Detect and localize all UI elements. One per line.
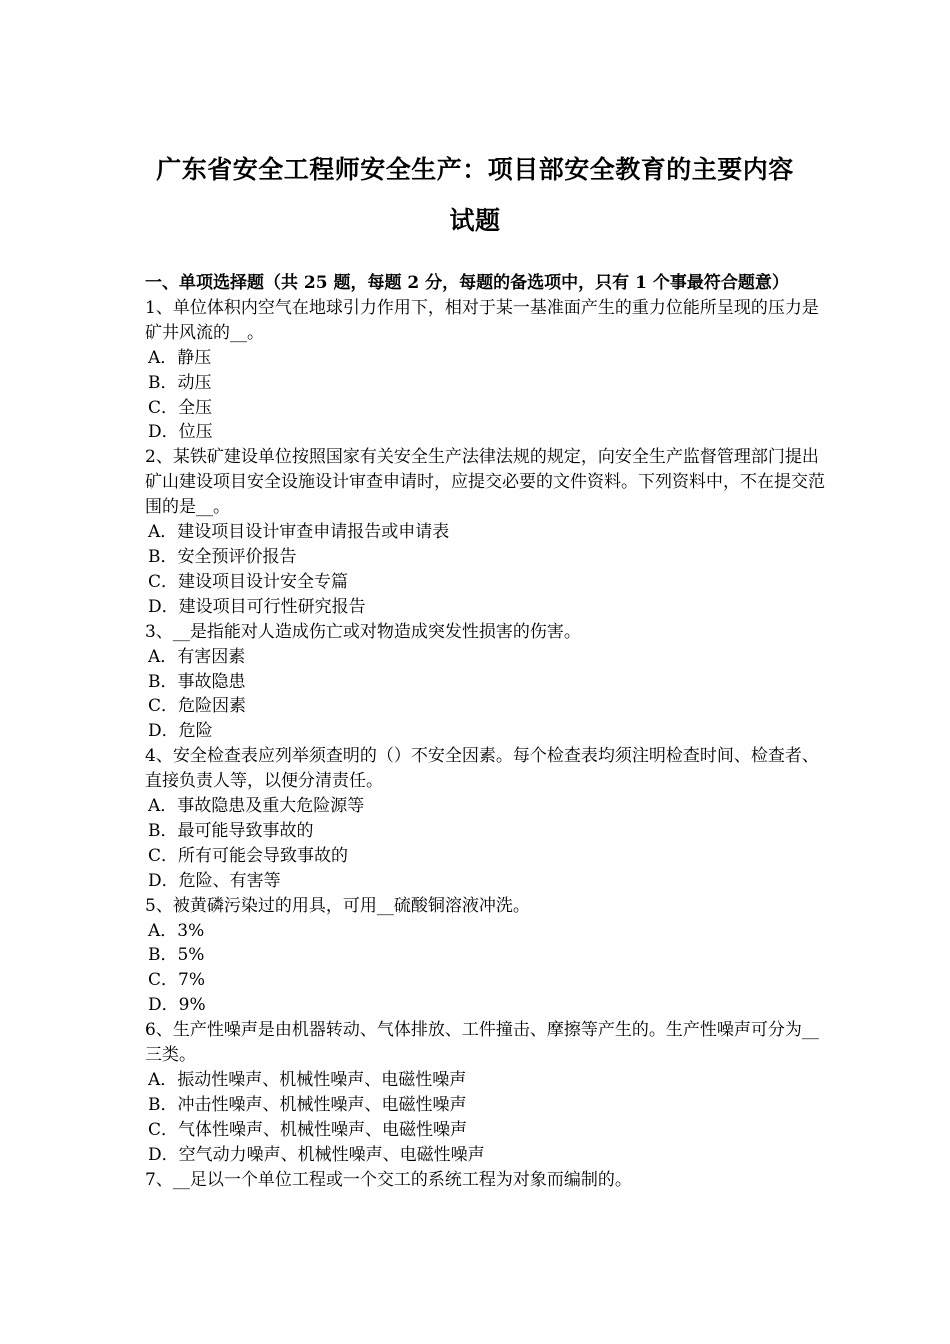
question-6 [145, 1018, 825, 1167]
answer-option-c: C．建设项目设计安全专篇 [148, 571, 349, 592]
answer-option-c: C．全压 [148, 397, 213, 418]
question-stem: 2、某铁矿建设单位按照国家有关安全生产法律法规的规定，向安全生产监督管理部门提出矿山建设项目安全设施设计审查申请时，应提交必要的文件资料。下列资料中，不在提交范围的是__。 [145, 447, 825, 518]
answer-option-d: D．危险 [148, 721, 213, 742]
answer-option-b: B．动压 [148, 372, 212, 393]
answer-option-a: A．静压 [148, 347, 212, 368]
answer-option-a: A．事故隐患及重大危险源等 [148, 796, 365, 817]
answer-option-c: C．气体性噪声、机械性噪声、电磁性噪声 [148, 1119, 468, 1140]
answer-option-b: B．最可能导致事故的 [148, 820, 314, 841]
answer-option-b: B．安全预评价报告 [148, 546, 297, 567]
document-title-line-2: 试题 [449, 206, 501, 235]
question-3 [145, 620, 825, 745]
answer-option-d: D．危险、有害等 [148, 870, 281, 891]
answer-option-c: C．所有可能会导致事故的 [148, 845, 349, 866]
section-heading: 一、单项选择题（共 25 题，每题 2 分，每题的备选项中，只有 1 个事最符合题意） [145, 273, 789, 293]
question-stem: 6、生产性噪声是由机器转动、气体排放、工件撞击、摩擦等产生的。生产性噪声可分为__三类。 [145, 1020, 819, 1066]
answer-option-d: D．位压 [148, 422, 213, 443]
question-4 [145, 744, 825, 893]
answer-option-a: A．3% [148, 920, 205, 941]
answer-option-c: C．7% [148, 970, 205, 991]
question-stem: 3、__是指能对人造成伤亡或对物造成突发性损害的伤害。 [145, 621, 581, 642]
document-title-line-1: 广东省安全工程师安全生产：项目部安全教育的主要内容 [156, 155, 794, 184]
answer-option-a: A．有害因素 [148, 646, 246, 667]
answer-option-d: D．空气动力噪声、机械性噪声、电磁性噪声 [148, 1144, 485, 1165]
answer-option-b: B．冲击性噪声、机械性噪声、电磁性噪声 [148, 1094, 467, 1115]
answer-option-a: A．振动性噪声、机械性噪声、电磁性噪声 [148, 1070, 467, 1090]
answer-option-b: B．5% [148, 945, 205, 966]
question-stem: 4、安全检查表应列举须查明的（）不安全因素。每个检查表均须注明检查时间、检查者、直接负责人等，以便分清责任。 [145, 746, 819, 792]
question-1 [145, 296, 825, 445]
answer-option-d: D．9% [148, 995, 206, 1016]
question-stem: 7、__足以一个单位工程或一个交工的系统工程为对象而编制的。 [145, 1169, 632, 1190]
question-2 [145, 445, 825, 619]
answer-option-d: D．建设项目可行性研究报告 [148, 596, 366, 617]
question-5 [145, 894, 825, 1019]
question-stem: 1、单位体积内空气在地球引力作用下，相对于某一基准面产生的重力位能所呈现的压力是矿井风流的__。 [145, 297, 819, 343]
question-list [145, 296, 825, 1193]
document-body [145, 271, 825, 1193]
answer-option-c: C．危险因素 [148, 696, 247, 717]
question-stem: 5、被黄磷污染过的用具，可用__硫酸铜溶液冲洗。 [145, 895, 530, 916]
answer-option-b: B．事故隐患 [148, 671, 246, 692]
question-7 [145, 1168, 825, 1193]
answer-option-a: A．建设项目设计审查申请报告或申请表 [148, 522, 450, 543]
